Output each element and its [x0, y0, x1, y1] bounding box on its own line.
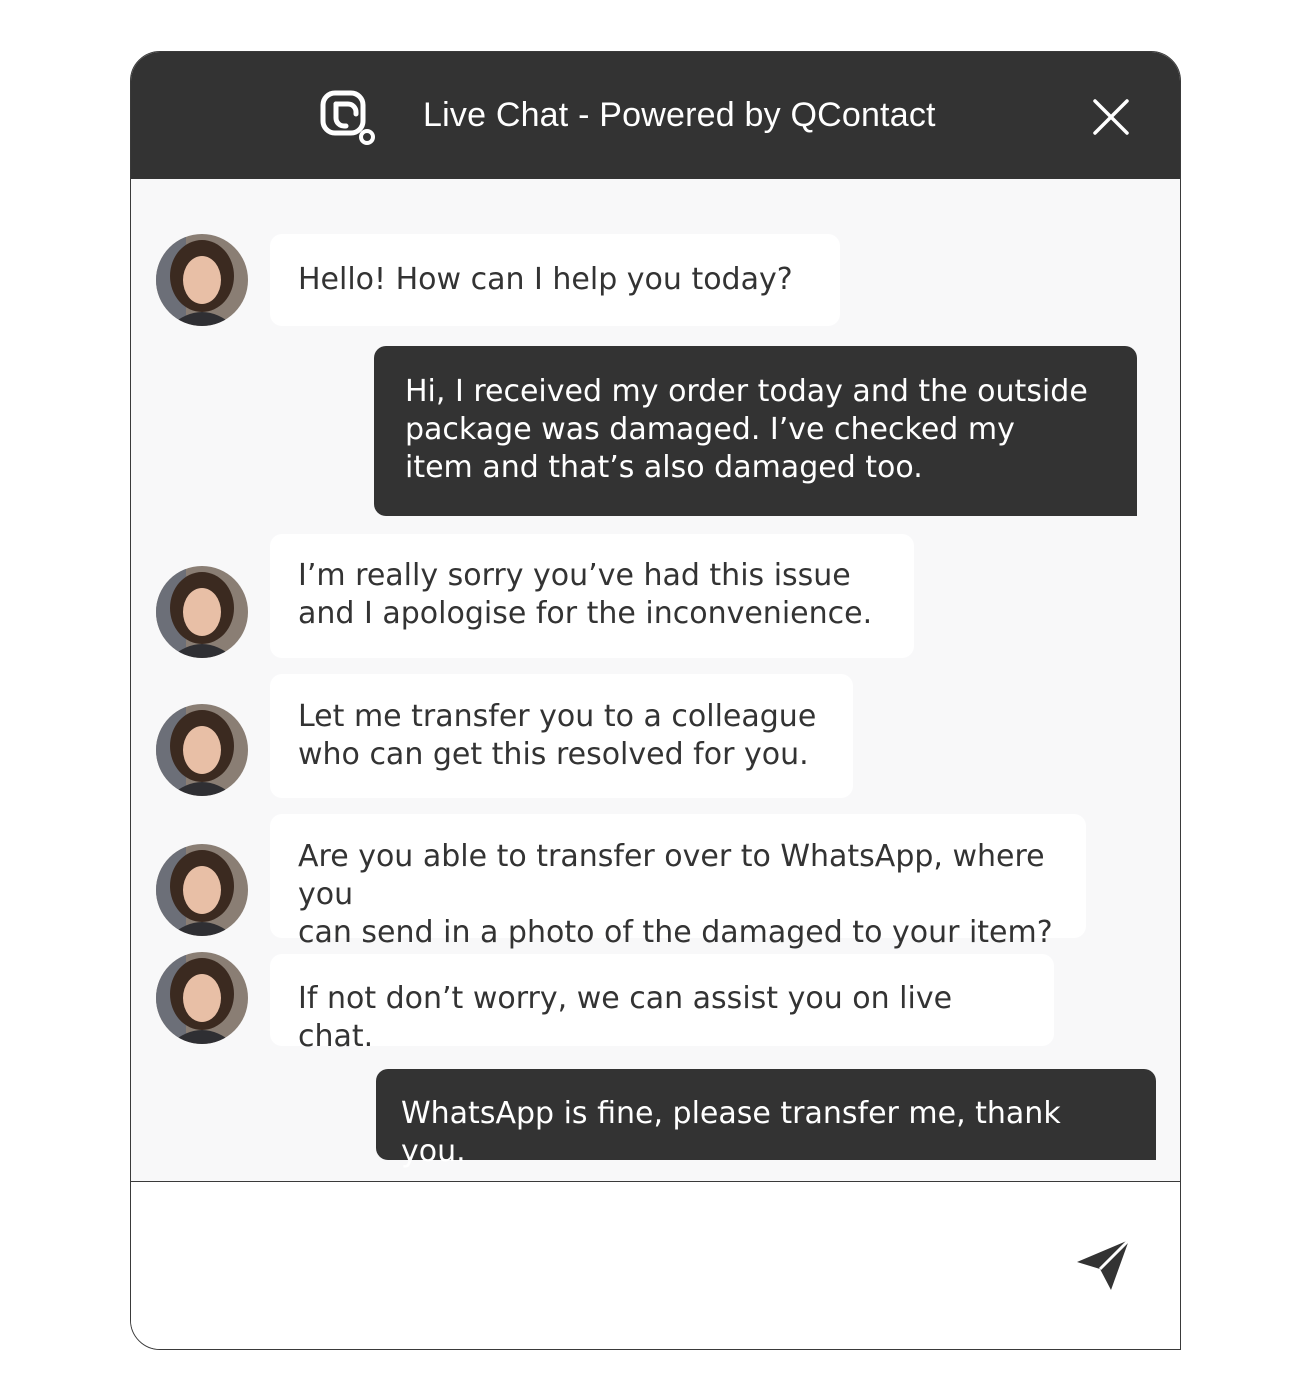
chat-title: Live Chat - Powered by QContact [423, 96, 936, 134]
chat-widget [130, 51, 1181, 1350]
chat-header [131, 52, 1180, 179]
message-input[interactable] [161, 1222, 1045, 1304]
agent-message: Let me transfer you to a colleague who can get this resolved for you. [270, 674, 853, 798]
agent-avatar [156, 566, 248, 658]
send-icon[interactable] [1071, 1232, 1135, 1296]
message-list [131, 179, 1180, 1181]
agent-message: If not don’t worry, we can assist you on live chat. [270, 954, 1054, 1046]
agent-avatar [156, 844, 248, 936]
agent-message: I’m really sorry you’ve had this issue and I apologise for the inconvenience. [270, 534, 914, 658]
user-message: WhatsApp is fine, please transfer me, thank you. [376, 1069, 1156, 1160]
user-message: Hi, I received my order today and the outside package was damaged. I’ve checked my item and that’s also damaged too. [374, 346, 1137, 516]
agent-avatar [156, 952, 248, 1044]
agent-message: Hello! How can I help you today? [270, 234, 840, 326]
message-composer [131, 1181, 1180, 1350]
qcontact-logo-icon [318, 88, 378, 148]
close-icon[interactable] [1089, 95, 1133, 139]
agent-message: Are you able to transfer over to WhatsApp, where you can send in a photo of the damaged to your item? [270, 814, 1086, 938]
agent-avatar [156, 234, 248, 326]
agent-avatar [156, 704, 248, 796]
